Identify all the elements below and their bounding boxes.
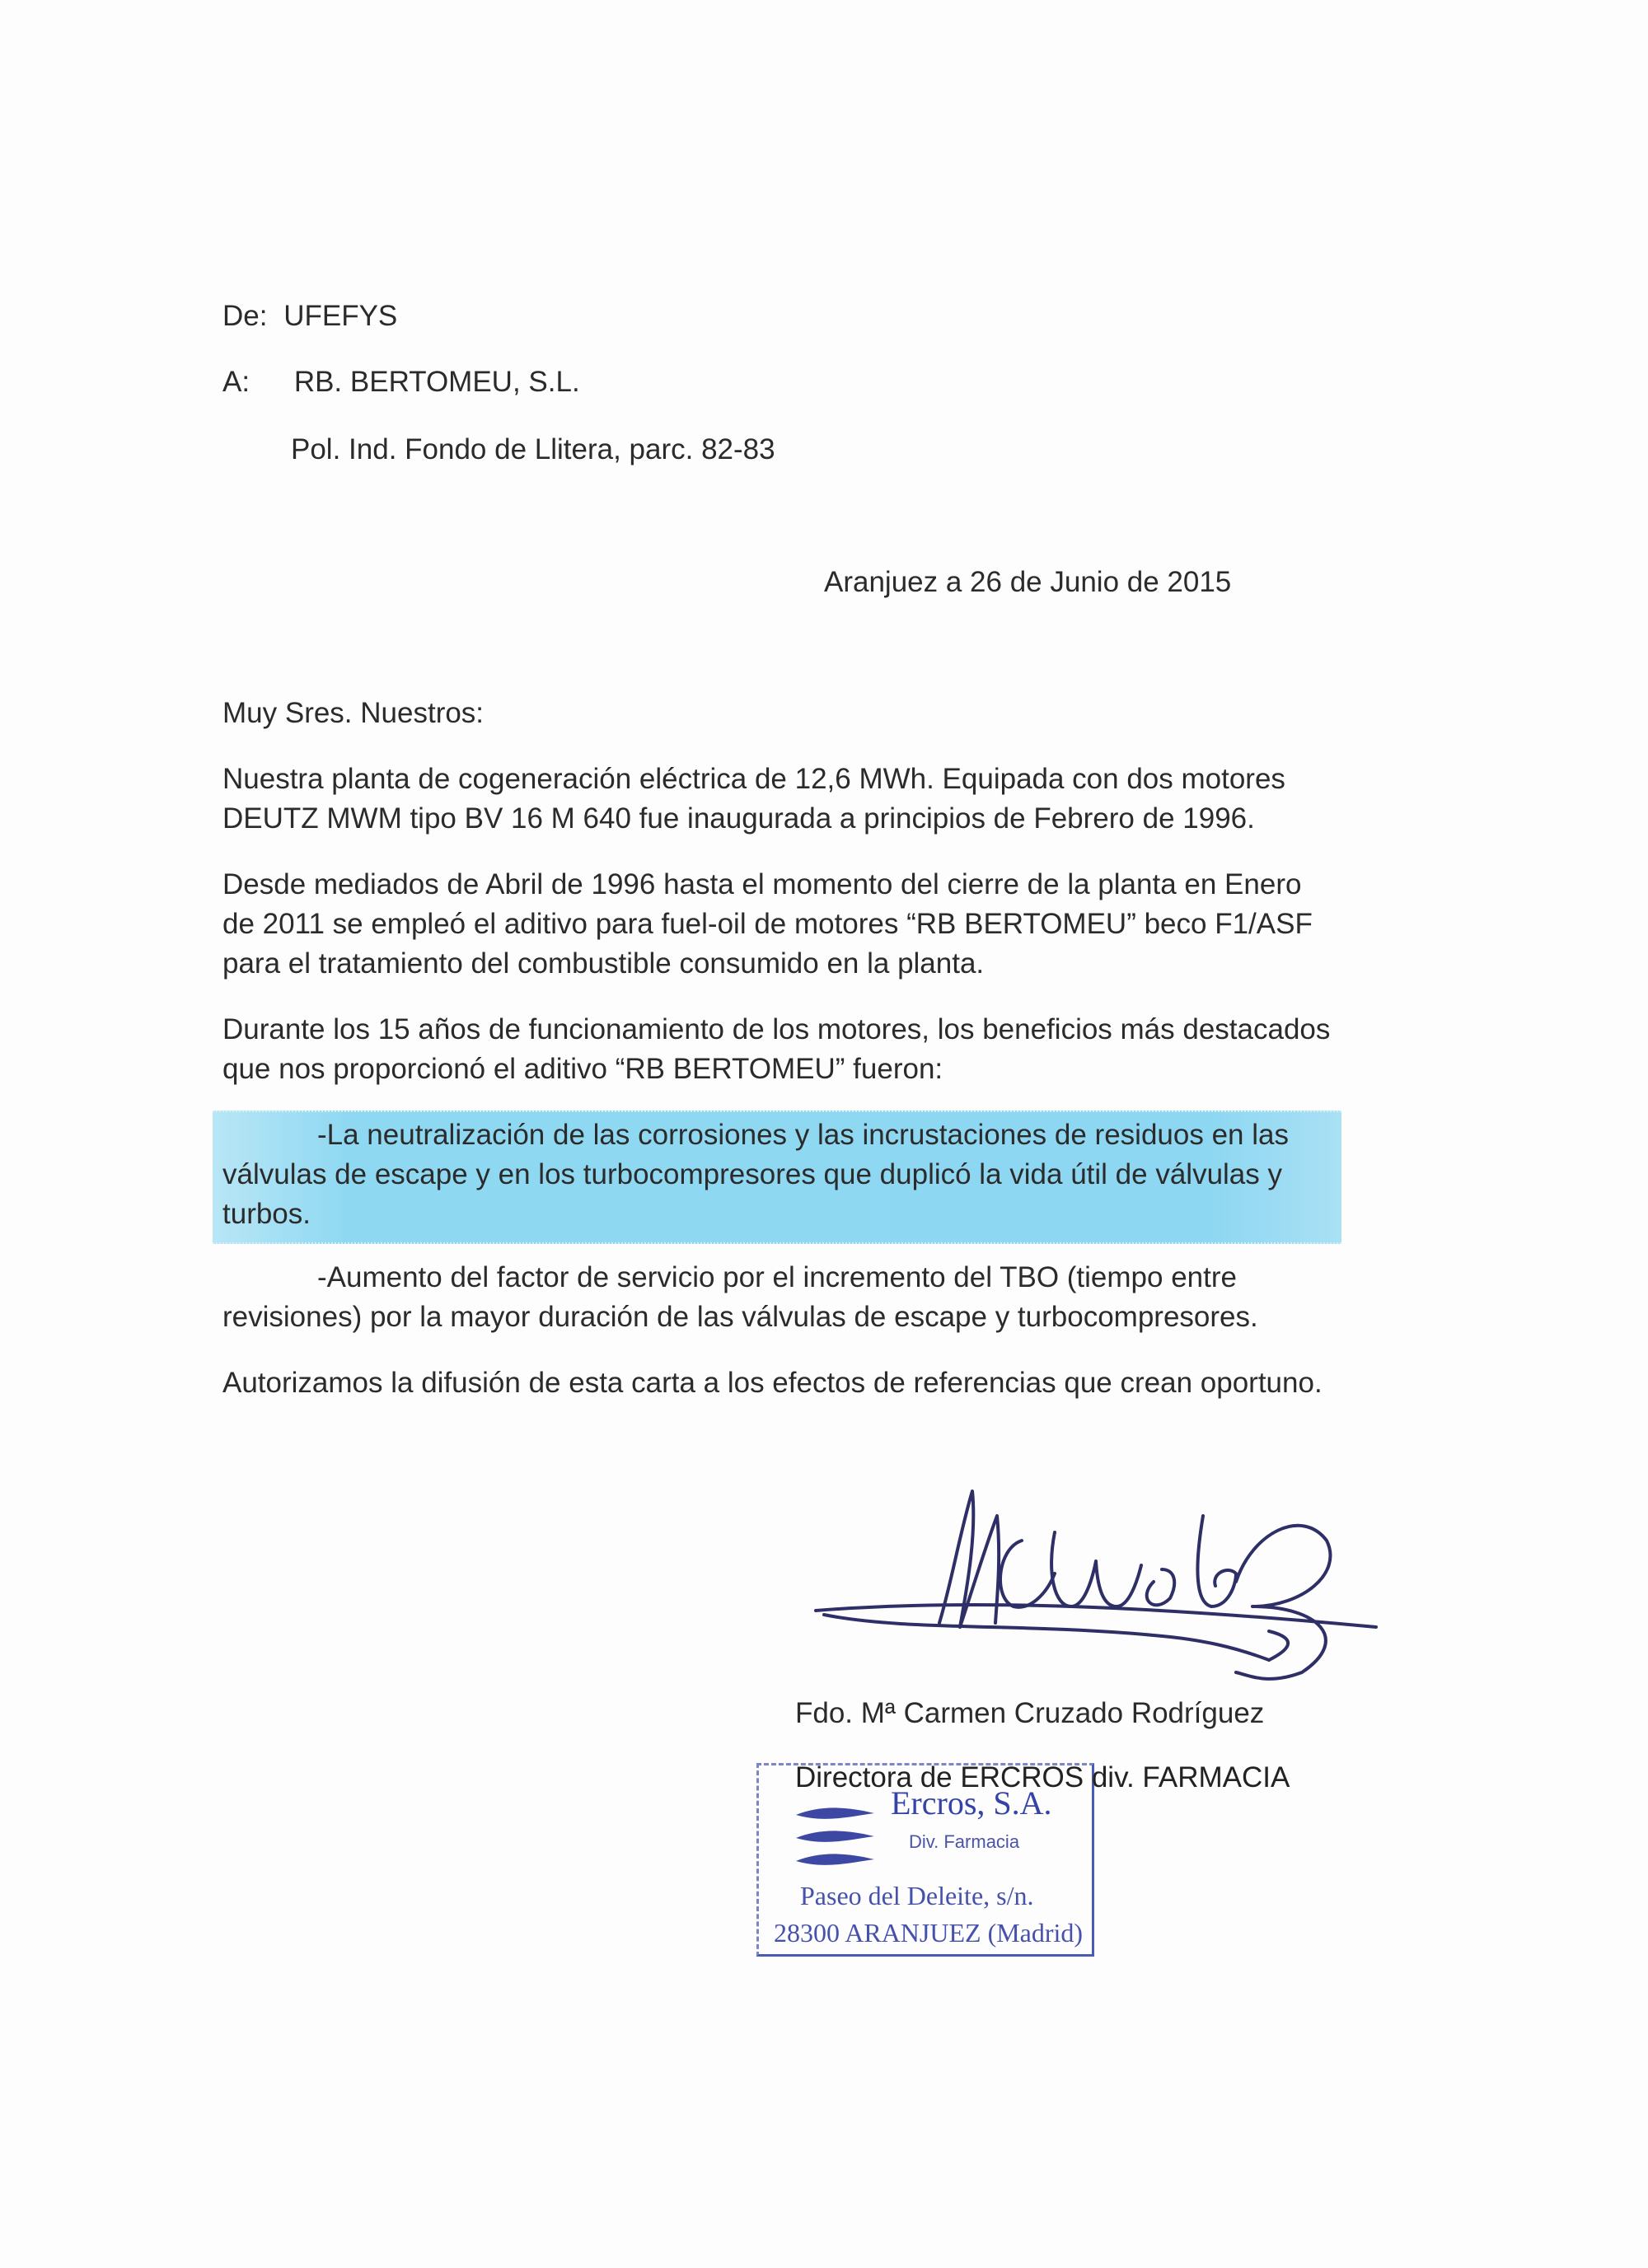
from-label: De: [222,300,268,332]
paragraph-line: revisiones) por la mayor duración de las válvulas de escape y turbocompresores. [222,1301,1258,1333]
ercros-logo-icon [792,1790,883,1873]
handwritten-signature [808,1483,1384,1689]
to-label: A: [222,366,250,398]
paragraph-benefits-intro [222,1010,1376,1089]
to-line [222,362,580,402]
paragraph-additive-usage [222,865,1376,984]
salutation: Muy Sres. Nuestros: [222,697,485,729]
stamp-address-line2: 28300 ARANJUEZ (Madrid) [774,1918,1084,1948]
paragraph-line: Durante los 15 años de funcionamiento de los motores, los beneficios más destacados [222,1013,1331,1045]
paragraph-line: Autorizamos la difusión de esta carta a los efectos de referencias que crean oportuno. [222,1367,1323,1399]
signer-title: Directora de ERCROS div. FARMACIA [795,1761,1290,1793]
paragraph-line: Nuestra planta de cogeneración eléctrica de 12,6 MWh. Equipada con dos motores [222,763,1285,795]
signed-by: Fdo. Mª Carmen Cruzado Rodríguez [795,1697,1265,1729]
stamp-address-line1: Paseo del Deleite, s/n. [800,1881,1034,1910]
paragraph-line: Desde mediados de Abril de 1996 hasta el momento del cierre de la planta en Enero [222,868,1302,900]
from-value: UFEFYS [283,300,398,332]
paragraph-line: que nos proporcionó el aditivo “RB BERTOMEU” fueron: [222,1053,943,1085]
paragraph-line: DEUTZ MWM tipo BV 16 M 640 fue inaugurada a principios de Febrero de 1996. [222,802,1255,835]
stamp-company: Ercros, S.A. [891,1784,1052,1821]
from-line [222,297,397,336]
paragraph-line: -La neutralización de las corrosiones y las incrustaciones de residuos en las [317,1119,1289,1151]
paragraph-benefit-corrosion [222,1115,1376,1234]
paragraph-line: -Aumento del factor de servicio por el incremento del TBO (tiempo entre [317,1261,1237,1293]
paragraph-line: de 2011 se empleó el aditivo para fuel-oil de motores “RB BERTOMEU” beco F1/ASF [222,908,1313,940]
stamp-division: Div. Farmacia [909,1831,1020,1852]
paragraph-line: para el tratamiento del combustible consumido en la planta. [222,947,985,980]
paragraph-line: válvulas de escape y en los turbocompresores que duplicó la vida útil de válvulas y [222,1158,1282,1190]
paragraph-line: turbos. [222,1198,311,1230]
recipient-address: Pol. Ind. Fondo de Llitera, parc. 82-83 [291,433,775,465]
to-value: RB. BERTOMEU, S.L. [293,366,580,398]
paragraph-benefit-service-factor [222,1258,1376,1337]
paragraph-plant-description [222,760,1376,839]
date-line: Aranjuez a 26 de Junio de 2015 [824,566,1232,598]
paragraph-authorization [222,1363,1376,1403]
